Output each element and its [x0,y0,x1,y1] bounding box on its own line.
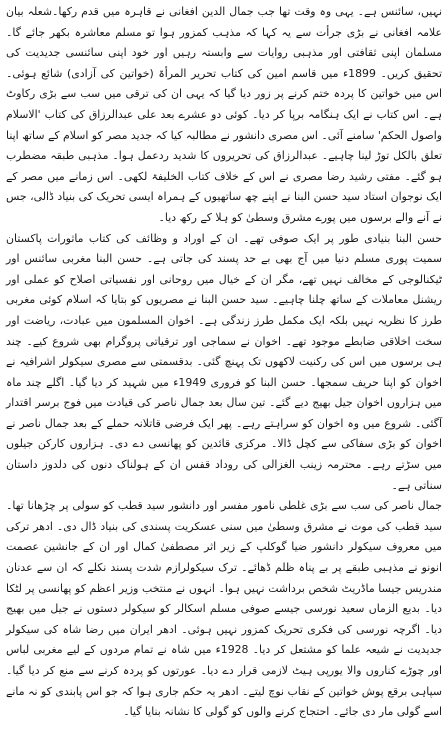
paragraph-1: نہیں، سائنس ہے۔ یہی وہ وقت تھا جب جمال الدین افغانی نے قاہرہ میں قدم رکھا۔شعلہ بیان علامہ افغانی نے بڑی جرأت سے یہ کہا کہ مذہب کمزور ہوا تو مسلم معاشرہ بکھر جائے گا۔ مسلمان اپنی ثقافتی اور مذہبی روایات سے وابستہ رہیں اور خود اپنی سائنسی جدیدیت کی تحقیق کریں۔ 1899ء میں قاسم امین کی کتاب تحریر المرأۃ (خواتین کی آزادی) شائع ہوئی۔ اس میں خواتین کا پردہ ختم کرنے پر زور دیا گیا کہ یہی ان کی ترقی میں سب سے بڑی رکاوٹ ہے۔ اس کتاب نے ایک ہنگامہ برپا کر دیا۔ کوئی دو عشرے بعد علی عبدالرزاق کی کتاب 'الاسلام واصول الحکم' سامنے آئی۔ اس مصری دانشور نے مطالبہ کیا کہ جدید مصر کو اسلام کے ساتھ اپنا تعلق بالکل توڑ لینا چاہیے۔ عبدالرزاق کی تحریروں کا شدید ردعمل ہوا۔ مذہبی طبقہ مضطرب ہو گئے۔ مفتی رشید رضا مصری نے اس کے خلاف کتاب الخلیفۃ لکھی۔ اس زمانے میں مصر کے ایک نوجوان استاد سید حسن البنا نے اپنے چھ ساتھیوں کے ہمراہ ایسی تحریک کی بنیاد ڈالی، جس نے آنے والے برسوں میں پورے مشرق وسطیٰ کو ہلا کے رکھ دیا۔ [6,5,442,224]
paragraph-3: جمال ناصر کی سب سے بڑی غلطی نامور مفسر اور دانشور سید قطب کو سولی پر چڑھانا تھا۔ سید قطب کی موت نے مشرق وسطیٰ میں سنی عسکریت پسندی کی بنیاد ڈال دی۔ ادھر ترکی میں معروف سیکولر دانشور ضیا گوکلپ کے زیر اثر مصطفیٰ کمال اور ان کے جانشین عصمت انونو نے مذہبی طبقے پر بے پناہ ظلم ڈھائے۔ ترک سیکولرازم شدت پسند نکلے کہ ان سے عدنان مندریس جیسا ماڈریٹ شخص برداشت نہیں ہوا۔ انہوں نے منتخب وزیر اعظم کو پھانسی پر لٹکا دیا۔ بدیع الزماں سعید نورسی جیسے صوفی مسلم اسکالر کو سیکولر دستوں نے جیل میں بھیج دیا۔ اگرچہ نورسی کی فکری تحریک کمزور نہیں ہوئی۔ ادھر ایران میں رضا شاہ کی سیکولر جدیدیت نے شیعہ علما کو مشتعل کر دیا۔ 1928ء میں شاہ نے تمام مردوں کے لیے مغربی لباس اور چوڑے کناروں والا یورپی ہیٹ لازمی قرار دے دیا۔ عورتوں کو پردہ کرنے سے منع کر دیا گیا۔ سپاہی برقع پوش خواتین کے نقاب نوچ لیتے۔ ادھر یہ حکم جاری ہوا کہ جو اس پابندی کو نہ مانے اسے گولی مار دی جائے۔ احتجاج کرنے والوں کو گولی کا نشانہ بنایا گیا۔ [6,499,442,719]
paragraph-2: حسن البنا بنیادی طور پر ایک صوفی تھے۔ ان کے اوراد و وظائف کی کتاب ماثورات پاکستان سمیت پوری مسلم دنیا میں آج بھی بے حد پسند کی جاتی ہے۔ حسن البنا مغربی سائنس اور ٹیکنالوجی کے مخالف نہیں تھے، مگر ان کے خیال میں روحانی اور نفسیاتی اصلاح کو عملی اور ریشنل معاملات کے ساتھ چلنا چاہیے۔ سید حسن البنا نے مصریوں کو بتایا کہ اسلام کوئی مغربی طرز کا نظریہ نہیں بلکہ ایک مکمل طرز زندگی ہے۔ اخوان المسلمون میں عبادت، ریاضت اور سخت اخلاقی ضابطے موجود تھے۔ اخوان نے سماجی اور ترقیاتی پروگرام بھی شروع کیے۔ چند ہی برسوں میں اس کی رکنیت لاکھوں تک پہنچ گئی۔ بدقسمتی سے مصری سیکولر اشرافیہ نے اخوان کو اپنا حریف سمجھا۔ حسن البنا کو فروری 1949ء میں شہید کر دیا گیا۔ اگلے چند ماہ میں ہزاروں اخوان جیل بھیج دیے گئے۔ تین سال بعد جمال ناصر کی قیادت میں فوج برسر اقتدار آگئی۔ شروع میں وہ اخوان کو سراہتے رہے۔ پھر ایک فرضی قاتلانہ حملے کے بعد جمال ناصر نے اخوان کو بڑی سفاکی سے کچل ڈالا۔ مرکزی قائدین کو پھانسی دے دی۔ ہزاروں کارکن جیلوں میں سڑتے رہے۔ محترمہ زینب الغزالی کی روداد قفس ان کے ہولناک دنوں کی دلدوز داستان سناتی ہے۔ [6,231,443,492]
